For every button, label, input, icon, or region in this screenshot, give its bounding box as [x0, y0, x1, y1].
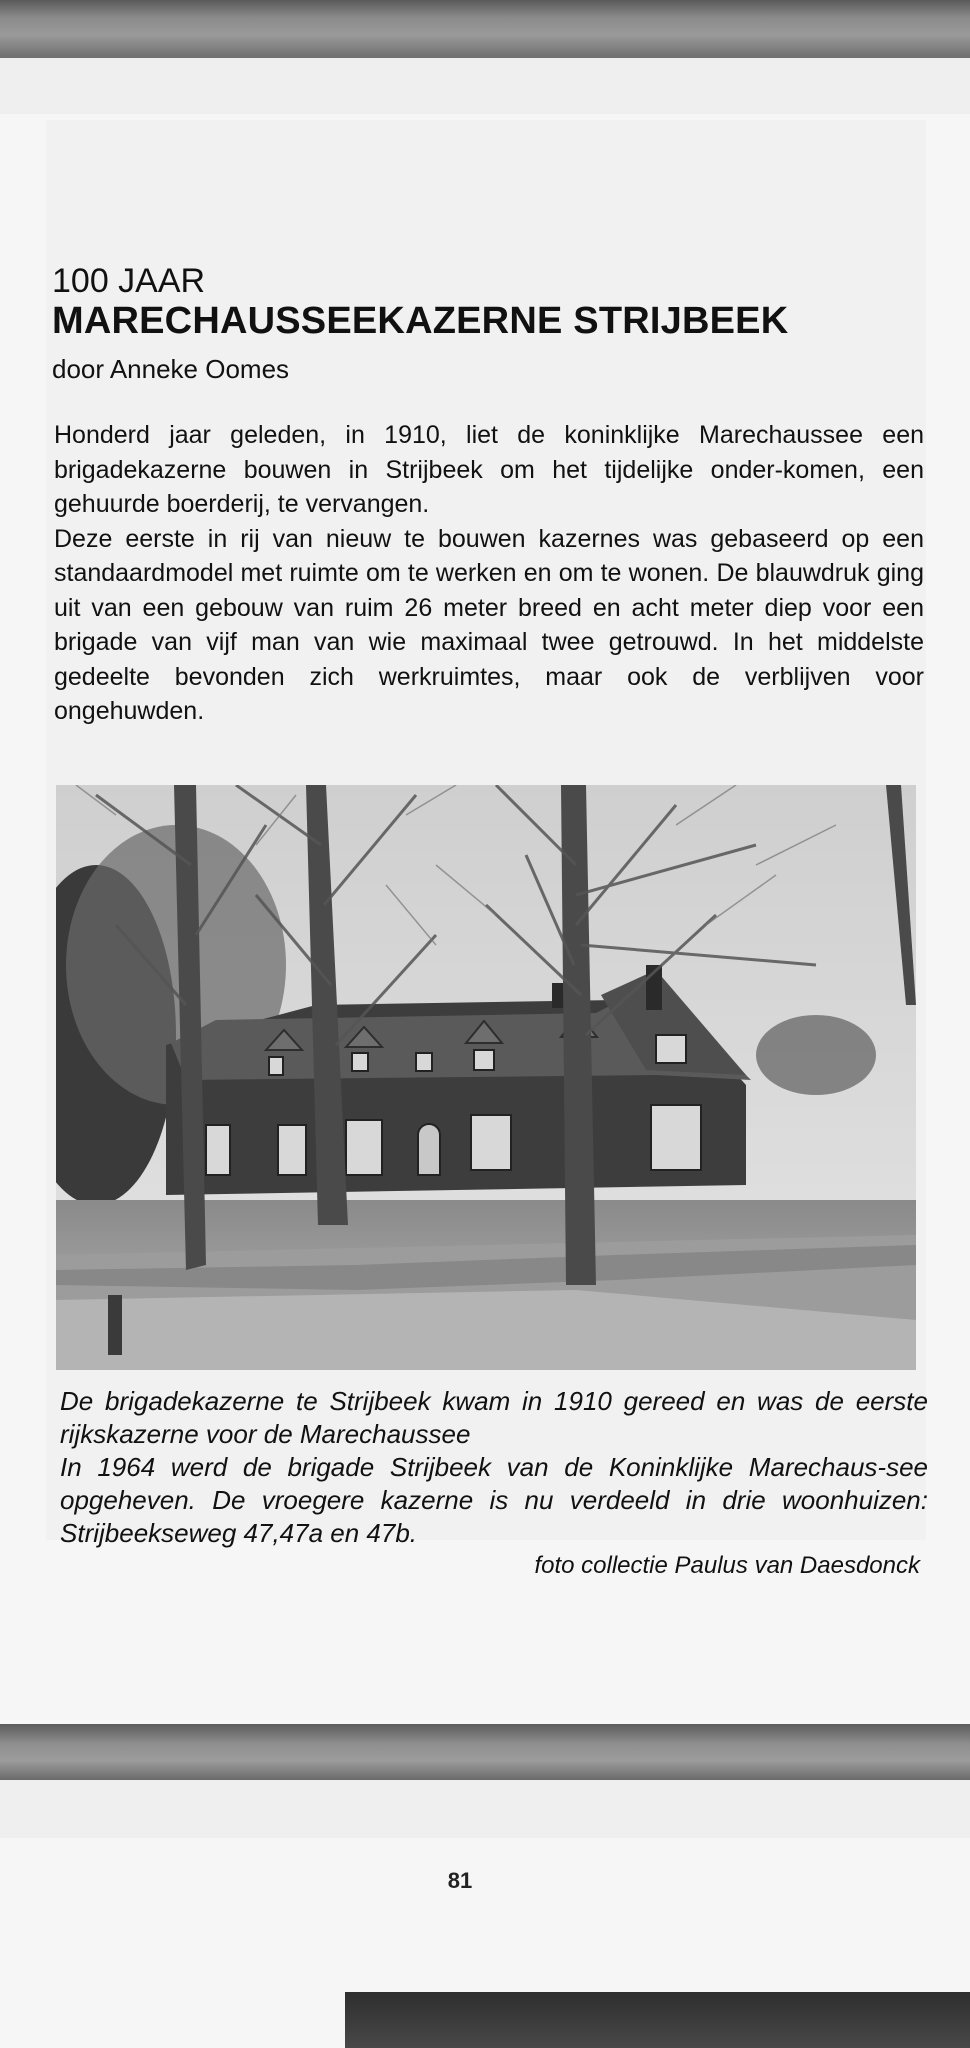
article-title: MARECHAUSSEEKAZERNE STRIJBEEK	[52, 300, 789, 342]
viewer-top-band	[0, 0, 970, 58]
caption-line: In 1964 werd de brigade Strijbeek van de Koninklijke Marechaus-see opgeheven. De vroegere kazerne is nu verdeeld in drie woonhuizen: Strijbeekseweg 47,47a en 47b.	[60, 1452, 928, 1548]
page-gap	[0, 1780, 970, 1838]
paragraph: Honderd jaar geleden, in 1910, liet de koninklijke Marechaussee een brigadekazerne bouwen in Strijbeek om het tijdelijke onder-komen, een gehuurde boerderij, te vervangen.	[54, 421, 924, 518]
paragraph: Deze eerste in rij van nieuw te bouwen kazernes was gebaseerd op een standaardmodel met ruimte om te werken en om te wonen. De blauwdruk ging uit van een gebouw van ruim 26 meter breed en acht meter diep voor een brigade van vijf man van wie maximaal twee getrouwd. In het middelste gedeelte bevonden zich werkruimtes, maar ook de verblijven voor ongehuwden.	[54, 524, 924, 725]
title-line-1: 100 JAAR	[52, 262, 206, 300]
barracks-photo	[56, 785, 916, 1370]
page-number: 81	[447, 1868, 473, 1893]
page-gap	[0, 58, 970, 114]
photo-caption	[60, 1385, 928, 1550]
photo-credit: foto collectie Paulus van Daesdonck	[534, 1552, 920, 1579]
author-line: door Anneke Oomes	[52, 354, 290, 384]
caption-line: De brigadekazerne te Strijbeek kwam in 1910 gereed en was de eerste rijkskazerne voor de Marechaussee	[60, 1386, 928, 1449]
next-page-photo	[345, 1992, 970, 2048]
page-separator-band	[0, 1724, 970, 1780]
article-body	[54, 418, 924, 729]
